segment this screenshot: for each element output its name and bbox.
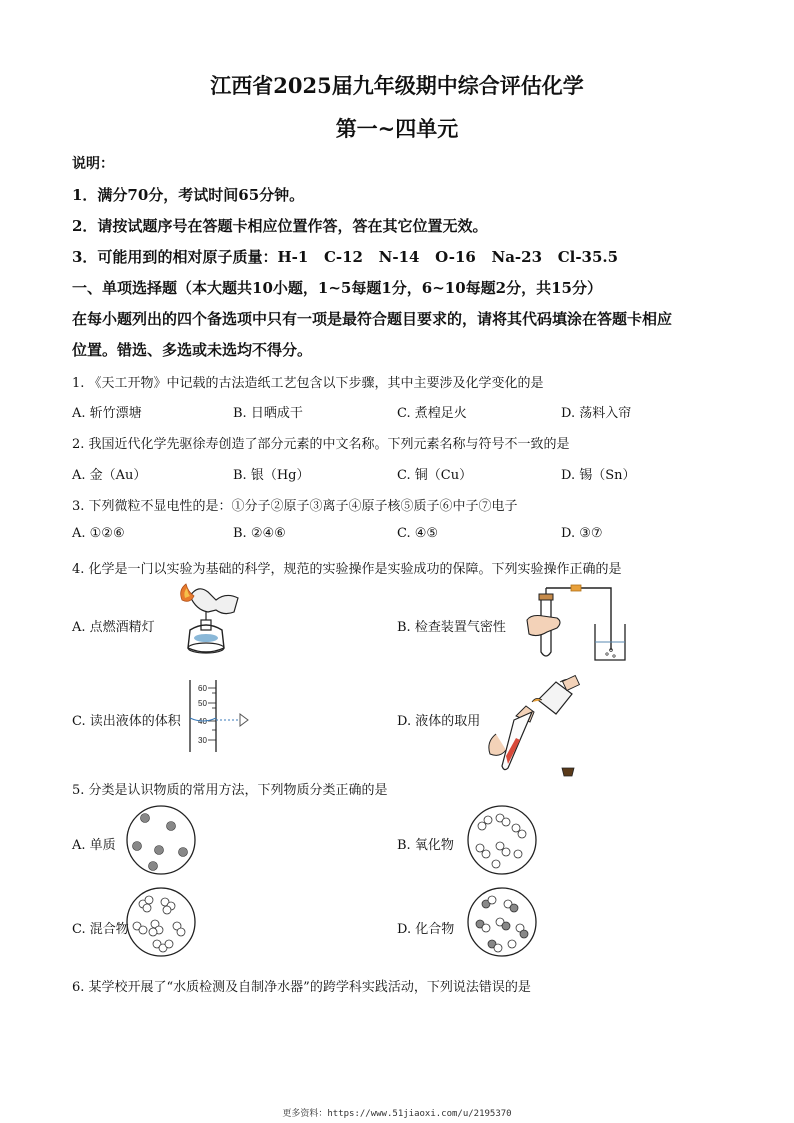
q1-option-b: B. 日晒成干 <box>233 406 303 421</box>
q3-option-a: A. ①②⑥ <box>72 526 125 541</box>
q1-option-a: A. 斩竹漂塘 <box>72 406 142 421</box>
q3-option-b: B. ②④⑥ <box>233 526 286 541</box>
page-subtitle: 第一~四单元 <box>335 116 459 141</box>
alcohol-lamp-figure <box>168 582 244 660</box>
section-desc-1: 在每小题列出的四个备选项中只有一项是最符合题目要求的，请将其代码填涂在答题卡相应 <box>72 310 673 328</box>
graduated-cylinder-figure <box>188 680 268 752</box>
instructions-heading: 说明： <box>72 156 114 172</box>
instruction-3: 3．可能用到的相对原子质量：H-1 C-12 N-14 O-16 Na-23 Cl-35.5 <box>72 248 619 266</box>
footer-link[interactable]: 更多资料：https://www.51jiaoxi.com/u/2195370 <box>282 1109 512 1119</box>
q2-option-a: A. 金（Au） <box>72 468 147 483</box>
liquid-pouring-figure <box>486 672 592 782</box>
q5-option-b: B. 氧化物 <box>397 838 454 853</box>
q2-option-d: D. 锡（Sn） <box>561 468 636 483</box>
particle-diagram-compound <box>466 886 538 958</box>
particle-diagram-element <box>125 804 197 876</box>
scale-label-60: 60 <box>198 684 207 693</box>
eye-icon <box>240 714 248 726</box>
airtightness-figure <box>517 582 629 666</box>
q2-option-b: B. 银（Hg） <box>233 468 310 483</box>
q1-option-c: C. 煮楻足火 <box>397 406 467 421</box>
question-3-stem: 3. 下列微粒不显电性的是：①分子②原子③离子④原子核⑤质子⑥中子⑦电子 <box>72 499 518 514</box>
scale-label-30: 30 <box>198 736 207 745</box>
page-title: 江西省2025届九年级期中综合评估化学 <box>210 73 584 98</box>
scale-label-50: 50 <box>198 699 207 708</box>
q4-option-b: B. 检查装置气密性 <box>397 620 506 635</box>
q4-option-d: D. 液体的取用 <box>397 714 481 729</box>
q1-option-d: D. 荡料入帘 <box>561 406 632 421</box>
q3-option-d: D. ③⑦ <box>561 526 603 541</box>
q3-option-c: C. ④⑤ <box>397 526 439 541</box>
section-desc-2: 位置。错选、多选或未选均不得分。 <box>72 341 313 359</box>
question-4-stem: 4. 化学是一门以实验为基础的科学，规范的实验操作是实验成功的保障。下列实验操作正确的是 <box>72 562 622 577</box>
question-1-stem: 1. 《天工开物》中记载的古法造纸工艺包含以下步骤，其中主要涉及化学变化的是 <box>72 376 544 391</box>
question-5-stem: 5. 分类是认识物质的常用方法，下列物质分类正确的是 <box>72 783 388 798</box>
q2-option-c: C. 铜（Cu） <box>397 468 473 483</box>
scale-label-40: 40 <box>198 717 207 726</box>
particle-diagram-oxide <box>466 804 538 876</box>
q5-option-a: A. 单质 <box>72 838 116 853</box>
q5-option-c: C. 混合物 <box>72 922 129 937</box>
question-6-stem: 6. 某学校开展了“水质检测及自制净水器”的跨学科实践活动，下列说法错误的是 <box>72 980 531 995</box>
q4-option-a: A. 点燃酒精灯 <box>72 620 155 635</box>
q5-option-d: D. 化合物 <box>397 922 455 937</box>
instruction-2: 2．请按试题序号在答题卡相应位置作答，答在其它位置无效。 <box>72 217 488 235</box>
particle-diagram-mixture <box>125 886 197 958</box>
instruction-1: 1．满分70分，考试时间65分钟。 <box>72 186 305 204</box>
question-2-stem: 2. 我国近代化学先驱徐寿创造了部分元素的中文名称。下列元素名称与符号不一致的是 <box>72 437 570 452</box>
q4-option-c: C. 读出液体的体积 <box>72 714 181 729</box>
cylinder-scale <box>208 688 216 740</box>
section-heading: 一、单项选择题（本大题共10小题，1~5每题1分，6~10每题2分，共15分） <box>72 279 602 297</box>
